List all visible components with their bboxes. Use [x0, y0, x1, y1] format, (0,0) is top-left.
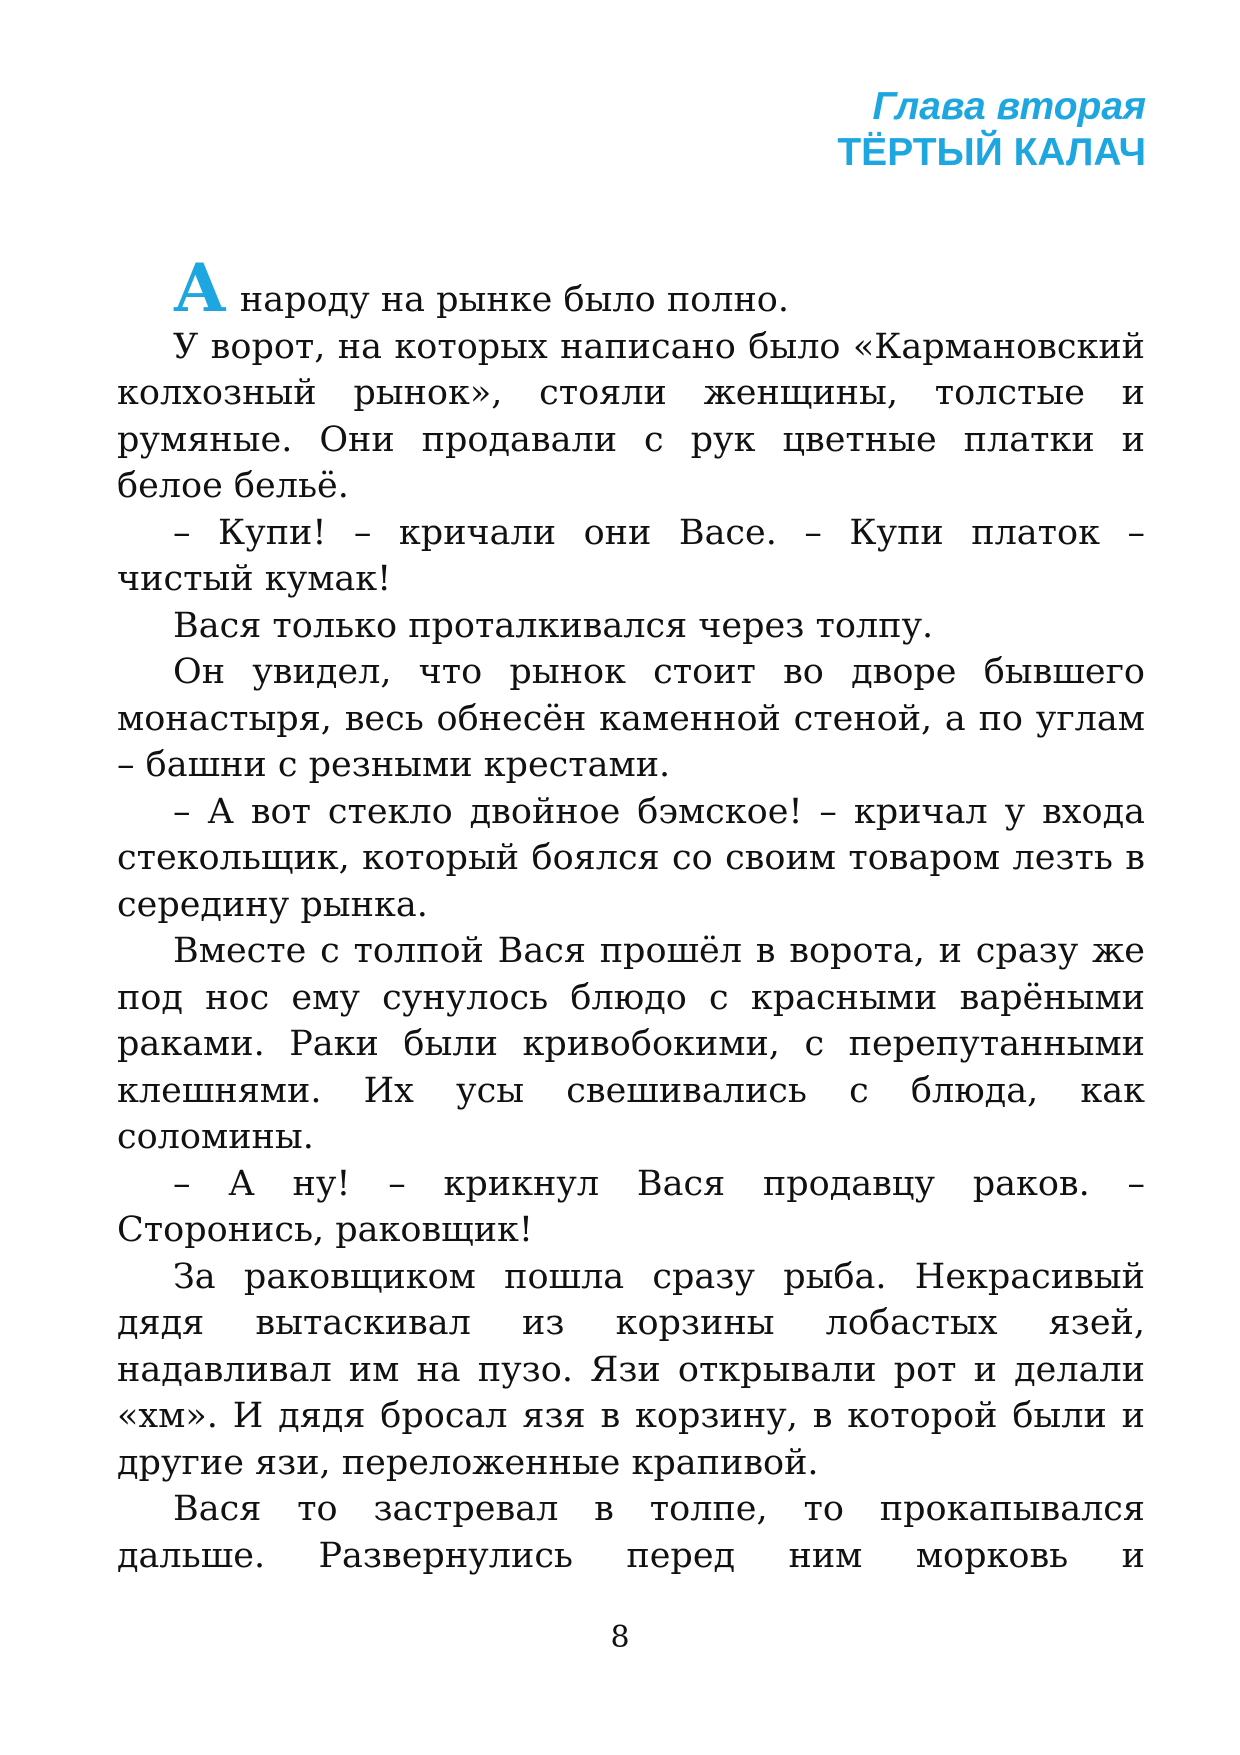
chapter-subtitle: Глава вторая [872, 85, 1146, 128]
body-text [117, 249, 1145, 1579]
page-number: 8 [610, 1620, 630, 1655]
paragraph-1-text: народу на рынке было полно. [228, 280, 789, 320]
chapter-title: ТЁРТЫЙ КАЛАЧ [837, 131, 1146, 174]
paragraph-6: – А вот стекло двойное бэмское! – кричал у входа стекольщик, который боялся со своим товаром лезть в середину рынка. [117, 791, 1145, 925]
paragraph-1 [117, 249, 1145, 327]
paragraph-5: Он увидел, что рынок стоит во дворе бывшего монастыря, весь обнесён каменной стеной, а по углам – башни с резными крестами. [117, 652, 1145, 785]
paragraph-7: Вместе с толпой Вася прошёл в ворота, и сразу же под нос ему сунулось блюдо с красными варёными раками. Раки были кривобокими, с перепутанными клешнями. Их усы свешивались с блюда, как соломины. [117, 931, 1145, 1157]
drop-cap: А [173, 249, 227, 327]
chapter-header [837, 84, 1146, 176]
paragraph-4: Вася только проталкивался через толпу. [173, 605, 934, 646]
paragraph-8: – А ну! – крикнул Вася продавцу раков. – Сторонись, раковщик! [117, 1163, 1145, 1250]
paragraph-9: За раковщиком пошла сразу рыба. Некрасивый дядя вытаскивал из корзины лобастых язей, надавливал им на пузо. Язи открывали рот и делали «хм». И дядя бросал язя в корзину, в которой были и другие язи, переложенные крапивой. [117, 1256, 1145, 1483]
paragraph-2: У ворот, на которых написано было «Кармановский колхозный рынок», стояли женщины, толстые и румяные. Они продавали с рук цветные платки и белое бельё. [117, 326, 1145, 506]
paragraph-10: Вася то застревал в толпе, то прокапывался дальше. Развернулись перед ним морковь и [117, 1489, 1145, 1576]
paragraph-3: – Купи! – кричали они Васе. – Купи платок – чистый кумак! [117, 512, 1145, 599]
